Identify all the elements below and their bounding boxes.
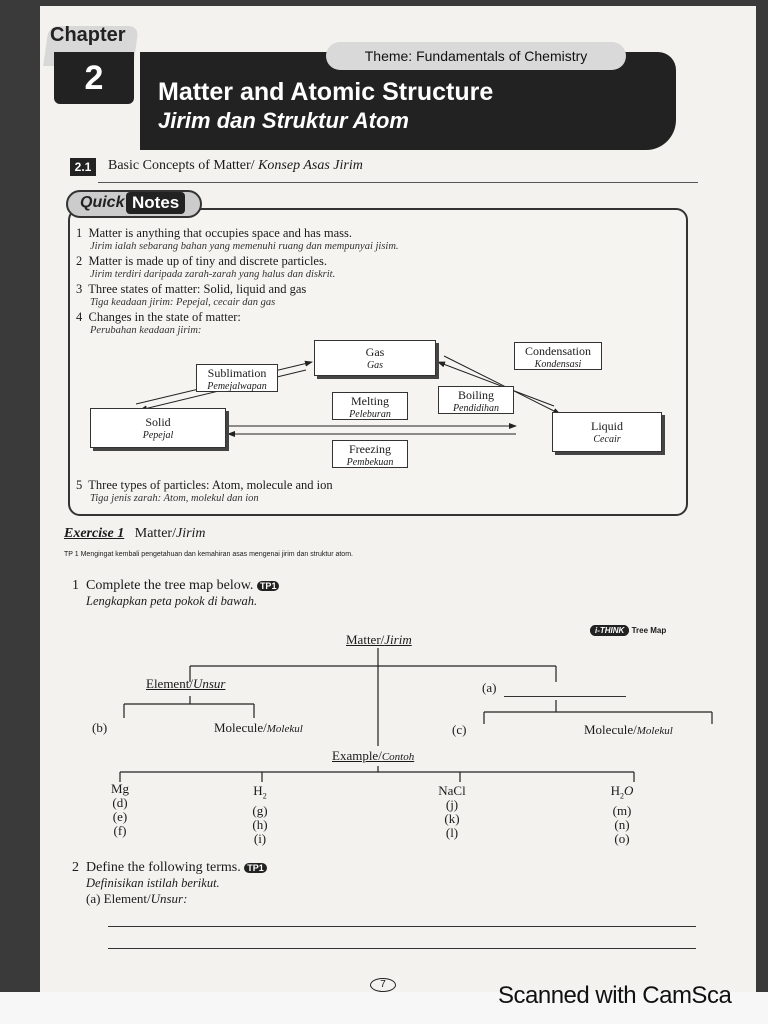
camscanner-watermark: Scanned with CamSca <box>498 982 732 1009</box>
note-item-1: 1 Matter is anything that occupies space and has mass. Jirim ialah sebarang bahan yang memenuhi ruang dan mempunyai jisim. <box>76 226 399 252</box>
exercise-tp-note: TP 1 Mengingat kembali pengetahuan dan kemahiran asas mengenai jirim dan struktur atom. <box>64 551 353 558</box>
section-title-en: Basic Concepts of Matter/ <box>108 158 255 173</box>
textbook-page <box>40 6 756 992</box>
quick-label: Quick <box>80 194 125 211</box>
section-number: 2.1 <box>70 158 96 176</box>
example-col-nacl: NaCl (j) (k) (l) <box>438 783 466 840</box>
page-number: 7 <box>370 978 396 992</box>
sublimation-box: Sublimation Pemejalwapan <box>196 364 278 392</box>
section-title-my: Konsep Asas Jirim <box>254 158 363 173</box>
note-item-4: 4 Changes in the state of matter: Perubahan keadaan jirim: <box>76 310 241 336</box>
ithink-label: i-THINK Tree Map <box>590 626 666 635</box>
tree-lines <box>40 646 756 796</box>
example-col-h2o: $H_2O$ (m) (n) (o) <box>610 783 634 846</box>
answer-line-a[interactable] <box>504 696 626 697</box>
condensation-box: Condensation Kondensasi <box>514 342 602 370</box>
boiling-box: Boiling Pendidihan <box>438 386 514 414</box>
tree-root: Matter/Jirim <box>346 632 412 647</box>
tree-blank-b: (b) <box>92 720 108 735</box>
solid-box: Solid Pepejal <box>90 408 226 448</box>
tree-example: Example/Contoh <box>332 748 415 763</box>
chapter-title-my: Jirim dan Struktur Atom <box>158 108 409 133</box>
tp1-badge: TP1 <box>257 581 280 591</box>
example-col-mg: Mg (d) (e) (f) <box>110 781 130 838</box>
tree-molecule-2: Molecule/Molekul <box>584 722 673 737</box>
tree-element: Element/Unsur <box>146 676 226 691</box>
tree-blank-c: (c) <box>452 722 467 737</box>
answer-line-q2-1[interactable] <box>108 926 696 927</box>
exercise-title: Exercise 1 Matter/Jirim <box>64 526 206 541</box>
liquid-box: Liquid Cecair <box>552 412 662 452</box>
notes-label: Notes <box>126 192 185 214</box>
question-2: 2 Define the following terms. TP1 Definisikan istilah berikut. (a) Element/Unsur: <box>72 860 267 907</box>
theme-label: Theme: Fundamentals of Chemistry <box>326 42 626 70</box>
note-item-3: 3 Three states of matter: Solid, liquid and gas Tiga keadaan jirim: Pepejal, cecair dan gas <box>76 282 307 308</box>
chapter-word: Chapter <box>50 24 126 46</box>
freezing-box: Freezing Pembekuan <box>332 440 408 468</box>
melting-box: Melting Peleburan <box>332 392 408 420</box>
example-col-h2: $H_2$ (g) (h) (i) <box>252 783 268 846</box>
gas-box: Gas Gas <box>314 340 436 376</box>
answer-line-q2-2[interactable] <box>108 948 696 949</box>
chapter-title-en: Matter and Atomic Structure <box>158 78 494 106</box>
chapter-number: 2 <box>54 52 134 104</box>
tree-molecule-1: Molecule/Molekul <box>214 720 303 735</box>
note-item-5: 5 Three types of particles: Atom, molecule and ion Tiga jenis zarah: Atom, molekul dan ion <box>76 478 333 504</box>
note-item-2: 2 Matter is made up of tiny and discrete particles. Jirim terdiri daripada zarah-zarah yang halus dan diskrit. <box>76 254 336 280</box>
tp1-badge-2: TP1 <box>244 863 267 873</box>
question-1: 1 Complete the tree map below. TP1 Lengkapkan peta pokok di bawah. <box>72 578 279 609</box>
tree-blank-a: (a) <box>482 680 497 695</box>
